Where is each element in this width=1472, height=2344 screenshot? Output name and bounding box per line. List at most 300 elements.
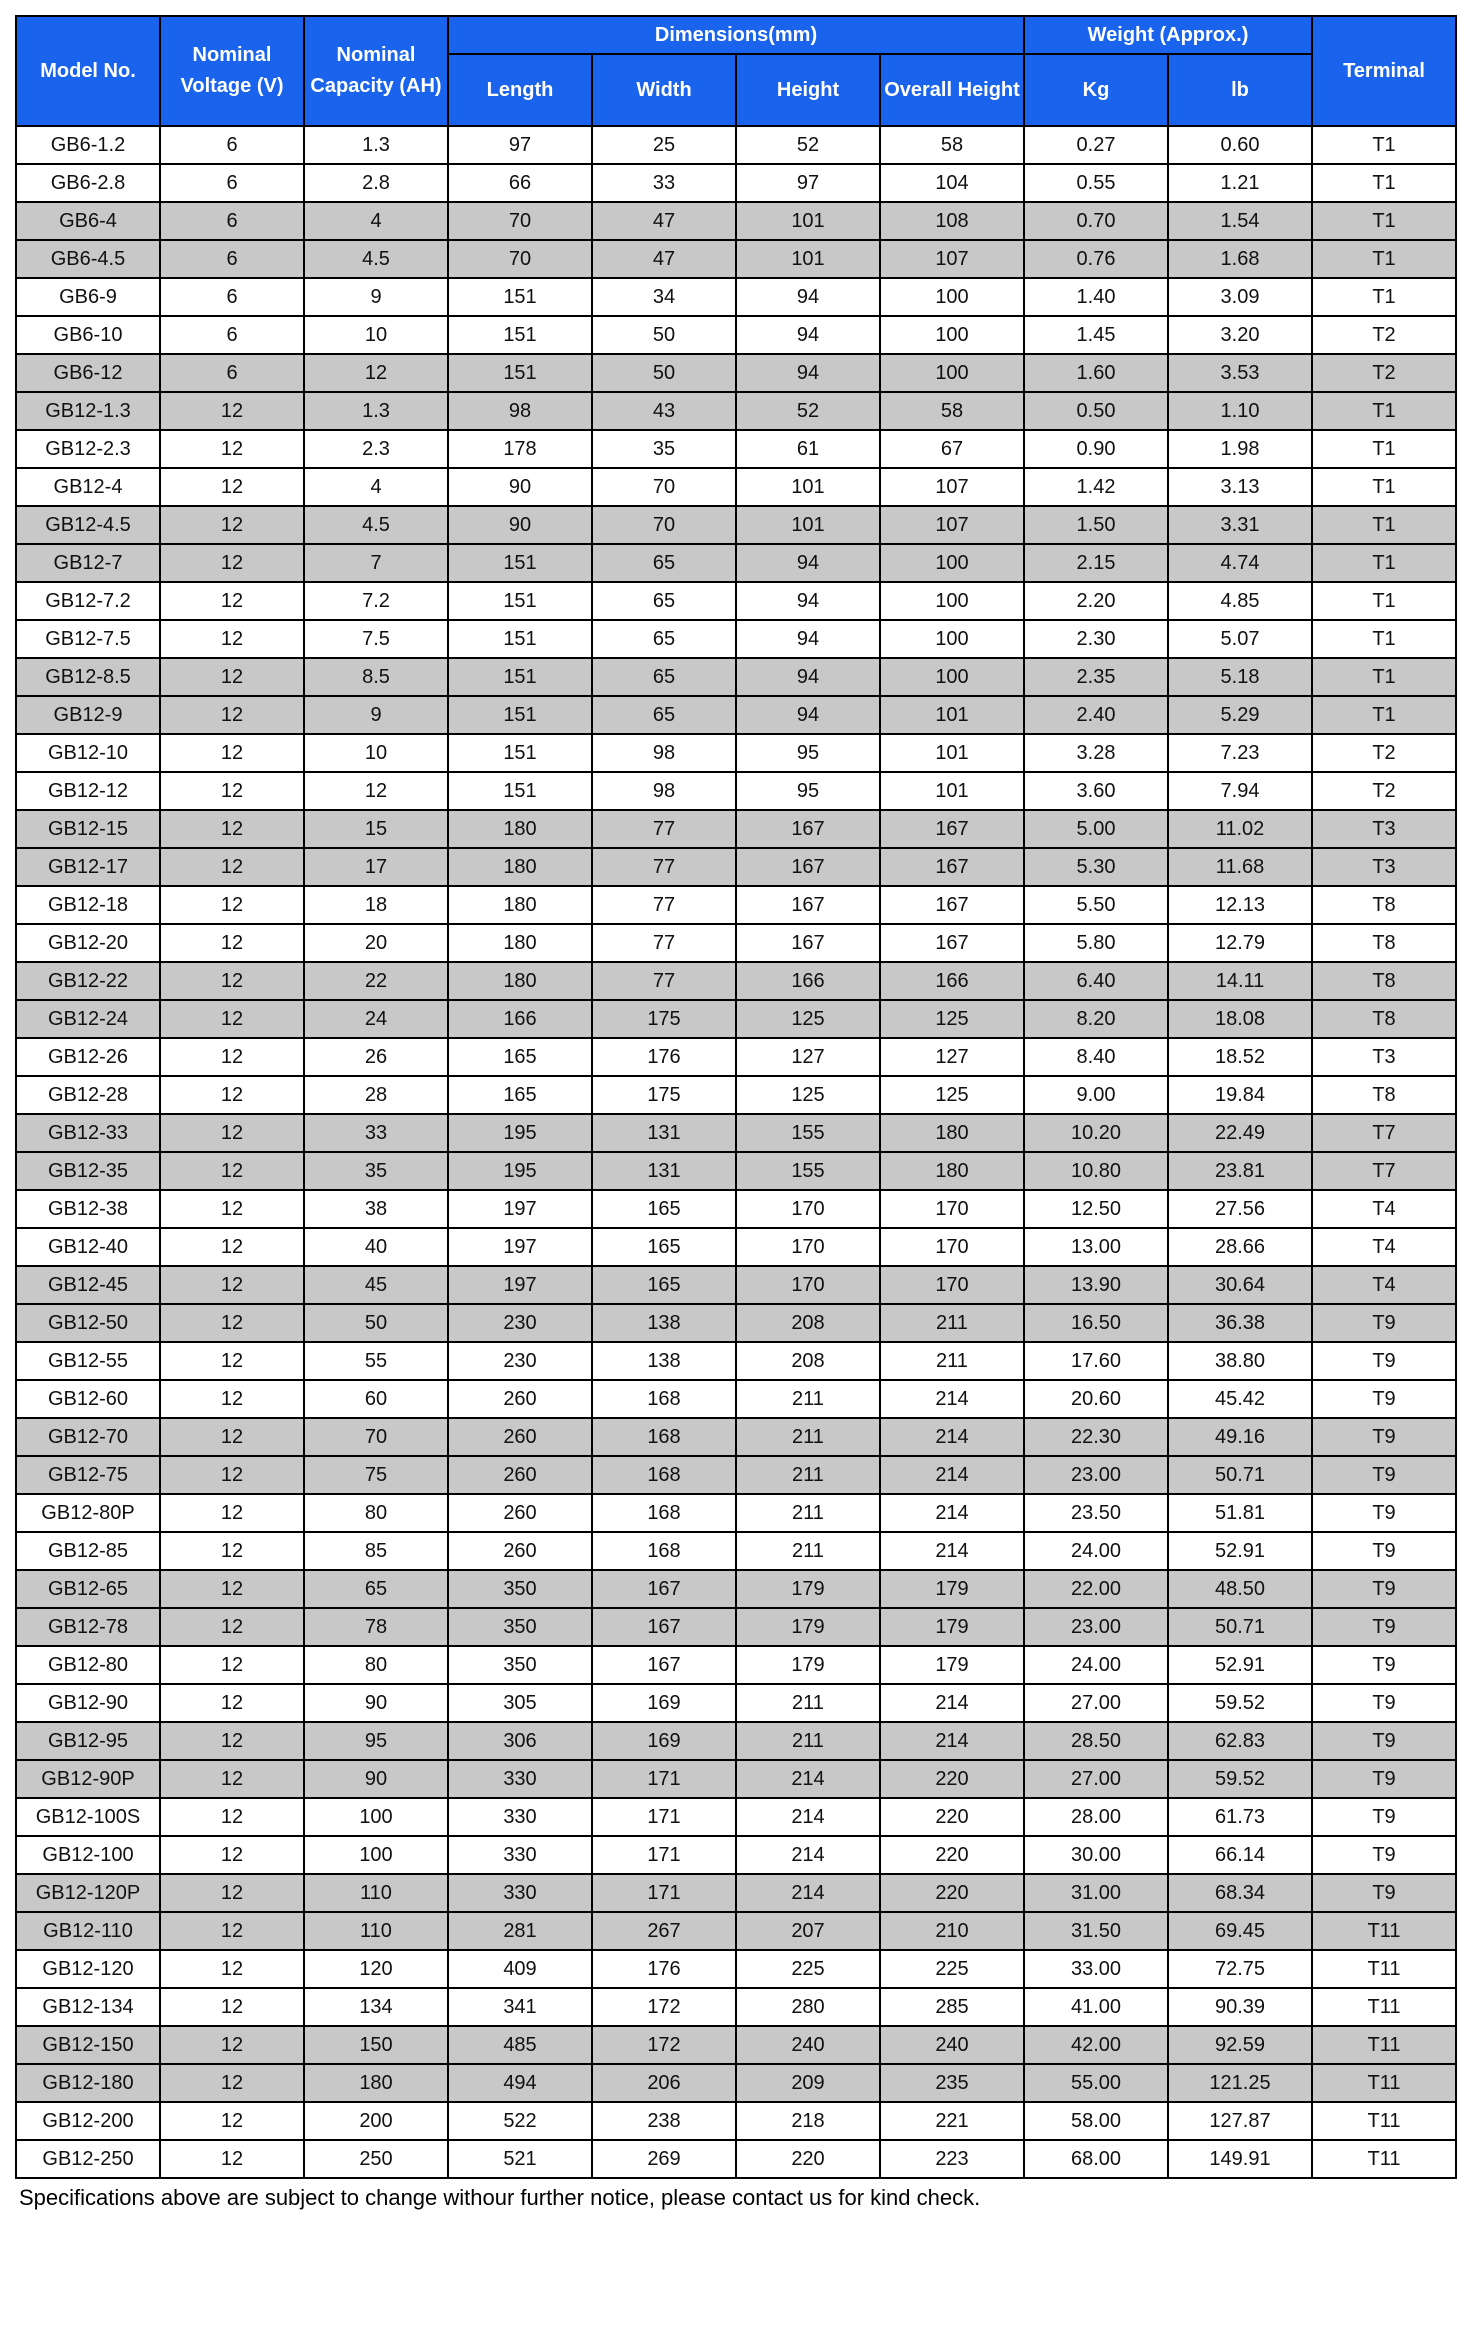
cell-terminal: T3 <box>1312 848 1456 886</box>
cell-length: 260 <box>448 1380 592 1418</box>
cell-length: 350 <box>448 1646 592 1684</box>
cell-terminal: T8 <box>1312 886 1456 924</box>
cell-overall-height: 220 <box>880 1798 1024 1836</box>
cell-width: 171 <box>592 1836 736 1874</box>
cell-overall-height: 221 <box>880 2102 1024 2140</box>
cell-capacity: 10 <box>304 316 448 354</box>
cell-kg: 2.40 <box>1024 696 1168 734</box>
cell-overall-height: 285 <box>880 1988 1024 2026</box>
cell-length: 151 <box>448 544 592 582</box>
cell-capacity: 85 <box>304 1532 448 1570</box>
cell-height: 218 <box>736 2102 880 2140</box>
cell-height: 61 <box>736 430 880 468</box>
cell-height: 211 <box>736 1456 880 1494</box>
cell-kg: 17.60 <box>1024 1342 1168 1380</box>
cell-length: 197 <box>448 1266 592 1304</box>
cell-overall-height: 107 <box>880 240 1024 278</box>
table-row <box>16 1418 1456 1456</box>
cell-capacity: 7.5 <box>304 620 448 658</box>
cell-length: 166 <box>448 1000 592 1038</box>
cell-terminal: T1 <box>1312 582 1456 620</box>
table-row <box>16 924 1456 962</box>
cell-capacity: 4.5 <box>304 240 448 278</box>
cell-terminal: T9 <box>1312 1456 1456 1494</box>
cell-overall-height: 101 <box>880 696 1024 734</box>
cell-capacity: 26 <box>304 1038 448 1076</box>
cell-capacity: 38 <box>304 1190 448 1228</box>
cell-voltage: 12 <box>160 1304 304 1342</box>
table-row <box>16 1152 1456 1190</box>
cell-lb: 61.73 <box>1168 1798 1312 1836</box>
cell-kg: 42.00 <box>1024 2026 1168 2064</box>
cell-length: 151 <box>448 620 592 658</box>
table-row <box>16 582 1456 620</box>
cell-height: 170 <box>736 1228 880 1266</box>
cell-lb: 27.56 <box>1168 1190 1312 1228</box>
cell-overall-height: 167 <box>880 924 1024 962</box>
cell-height: 127 <box>736 1038 880 1076</box>
cell-terminal: T9 <box>1312 1380 1456 1418</box>
table-row <box>16 354 1456 392</box>
cell-kg: 2.15 <box>1024 544 1168 582</box>
cell-height: 211 <box>736 1418 880 1456</box>
cell-voltage: 6 <box>160 354 304 392</box>
cell-terminal: T9 <box>1312 1570 1456 1608</box>
table-row <box>16 696 1456 734</box>
cell-overall-height: 58 <box>880 126 1024 164</box>
cell-height: 97 <box>736 164 880 202</box>
cell-voltage: 12 <box>160 1608 304 1646</box>
cell-width: 167 <box>592 1608 736 1646</box>
cell-capacity: 4 <box>304 468 448 506</box>
cell-kg: 0.90 <box>1024 430 1168 468</box>
header-dimensions: Dimensions(mm) <box>448 16 1024 54</box>
cell-terminal: T3 <box>1312 810 1456 848</box>
cell-height: 94 <box>736 696 880 734</box>
table-row <box>16 1380 1456 1418</box>
cell-length: 260 <box>448 1418 592 1456</box>
cell-voltage: 12 <box>160 658 304 696</box>
cell-width: 169 <box>592 1722 736 1760</box>
cell-capacity: 40 <box>304 1228 448 1266</box>
cell-model: GB12-95 <box>16 1722 160 1760</box>
cell-model: GB12-24 <box>16 1000 160 1038</box>
cell-lb: 36.38 <box>1168 1304 1312 1342</box>
cell-kg: 2.30 <box>1024 620 1168 658</box>
cell-lb: 30.64 <box>1168 1266 1312 1304</box>
cell-width: 47 <box>592 202 736 240</box>
table-row <box>16 1646 1456 1684</box>
cell-height: 211 <box>736 1722 880 1760</box>
cell-kg: 10.20 <box>1024 1114 1168 1152</box>
cell-terminal: T11 <box>1312 2026 1456 2064</box>
cell-model: GB12-2.3 <box>16 430 160 468</box>
cell-width: 169 <box>592 1684 736 1722</box>
cell-kg: 5.30 <box>1024 848 1168 886</box>
cell-capacity: 50 <box>304 1304 448 1342</box>
cell-kg: 24.00 <box>1024 1646 1168 1684</box>
cell-width: 70 <box>592 506 736 544</box>
cell-voltage: 12 <box>160 392 304 430</box>
cell-terminal: T9 <box>1312 1722 1456 1760</box>
cell-overall-height: 214 <box>880 1380 1024 1418</box>
table-row <box>16 1000 1456 1038</box>
cell-lb: 1.68 <box>1168 240 1312 278</box>
cell-capacity: 80 <box>304 1646 448 1684</box>
cell-voltage: 12 <box>160 1000 304 1038</box>
cell-lb: 50.71 <box>1168 1456 1312 1494</box>
cell-lb: 1.54 <box>1168 202 1312 240</box>
cell-model: GB12-134 <box>16 1988 160 2026</box>
cell-width: 77 <box>592 924 736 962</box>
table-row <box>16 1912 1456 1950</box>
cell-model: GB12-70 <box>16 1418 160 1456</box>
cell-voltage: 12 <box>160 1798 304 1836</box>
cell-length: 180 <box>448 848 592 886</box>
cell-capacity: 22 <box>304 962 448 1000</box>
cell-overall-height: 179 <box>880 1646 1024 1684</box>
cell-voltage: 12 <box>160 772 304 810</box>
cell-voltage: 12 <box>160 2026 304 2064</box>
cell-length: 305 <box>448 1684 592 1722</box>
cell-terminal: T9 <box>1312 1494 1456 1532</box>
cell-width: 77 <box>592 962 736 1000</box>
cell-kg: 0.70 <box>1024 202 1168 240</box>
cell-kg: 3.60 <box>1024 772 1168 810</box>
cell-model: GB12-35 <box>16 1152 160 1190</box>
cell-kg: 31.50 <box>1024 1912 1168 1950</box>
table-row <box>16 658 1456 696</box>
cell-terminal: T8 <box>1312 1076 1456 1114</box>
cell-height: 179 <box>736 1570 880 1608</box>
cell-model: GB12-9 <box>16 696 160 734</box>
cell-terminal: T8 <box>1312 1000 1456 1038</box>
cell-height: 225 <box>736 1950 880 1988</box>
cell-terminal: T9 <box>1312 1798 1456 1836</box>
cell-terminal: T9 <box>1312 1874 1456 1912</box>
table-row <box>16 1114 1456 1152</box>
cell-capacity: 100 <box>304 1798 448 1836</box>
cell-lb: 127.87 <box>1168 2102 1312 2140</box>
cell-width: 65 <box>592 696 736 734</box>
cell-voltage: 12 <box>160 544 304 582</box>
cell-width: 176 <box>592 1950 736 1988</box>
cell-terminal: T1 <box>1312 164 1456 202</box>
cell-width: 176 <box>592 1038 736 1076</box>
table-row <box>16 468 1456 506</box>
cell-capacity: 75 <box>304 1456 448 1494</box>
cell-model: GB12-28 <box>16 1076 160 1114</box>
cell-length: 70 <box>448 240 592 278</box>
cell-height: 167 <box>736 886 880 924</box>
cell-lb: 48.50 <box>1168 1570 1312 1608</box>
cell-kg: 1.40 <box>1024 278 1168 316</box>
cell-terminal: T9 <box>1312 1684 1456 1722</box>
cell-width: 171 <box>592 1760 736 1798</box>
table-row <box>16 1798 1456 1836</box>
cell-voltage: 12 <box>160 810 304 848</box>
cell-length: 151 <box>448 696 592 734</box>
cell-capacity: 55 <box>304 1342 448 1380</box>
cell-voltage: 6 <box>160 164 304 202</box>
cell-capacity: 18 <box>304 886 448 924</box>
cell-height: 179 <box>736 1608 880 1646</box>
cell-voltage: 12 <box>160 506 304 544</box>
cell-terminal: T9 <box>1312 1760 1456 1798</box>
cell-capacity: 17 <box>304 848 448 886</box>
cell-lb: 7.94 <box>1168 772 1312 810</box>
cell-lb: 38.80 <box>1168 1342 1312 1380</box>
cell-lb: 18.52 <box>1168 1038 1312 1076</box>
cell-height: 211 <box>736 1532 880 1570</box>
cell-model: GB12-1.3 <box>16 392 160 430</box>
cell-voltage: 6 <box>160 202 304 240</box>
cell-capacity: 7 <box>304 544 448 582</box>
cell-voltage: 12 <box>160 1266 304 1304</box>
table-row <box>16 1456 1456 1494</box>
cell-terminal: T8 <box>1312 924 1456 962</box>
cell-overall-height: 179 <box>880 1570 1024 1608</box>
cell-width: 165 <box>592 1266 736 1304</box>
header-voltage: Nominal Voltage (V) <box>160 16 304 126</box>
cell-width: 47 <box>592 240 736 278</box>
cell-width: 65 <box>592 658 736 696</box>
cell-model: GB12-60 <box>16 1380 160 1418</box>
cell-kg: 0.76 <box>1024 240 1168 278</box>
cell-capacity: 20 <box>304 924 448 962</box>
cell-model: GB12-80P <box>16 1494 160 1532</box>
cell-width: 175 <box>592 1000 736 1038</box>
cell-model: GB12-50 <box>16 1304 160 1342</box>
cell-capacity: 200 <box>304 2102 448 2140</box>
cell-capacity: 60 <box>304 1380 448 1418</box>
cell-capacity: 12 <box>304 772 448 810</box>
cell-length: 330 <box>448 1760 592 1798</box>
cell-lb: 1.98 <box>1168 430 1312 468</box>
cell-voltage: 12 <box>160 1038 304 1076</box>
cell-height: 167 <box>736 810 880 848</box>
cell-capacity: 24 <box>304 1000 448 1038</box>
cell-capacity: 250 <box>304 2140 448 2178</box>
cell-kg: 22.00 <box>1024 1570 1168 1608</box>
cell-terminal: T9 <box>1312 1532 1456 1570</box>
cell-kg: 41.00 <box>1024 1988 1168 2026</box>
cell-terminal: T1 <box>1312 240 1456 278</box>
cell-model: GB12-7 <box>16 544 160 582</box>
cell-overall-height: 214 <box>880 1532 1024 1570</box>
cell-kg: 20.60 <box>1024 1380 1168 1418</box>
cell-width: 77 <box>592 810 736 848</box>
cell-height: 220 <box>736 2140 880 2178</box>
cell-lb: 3.20 <box>1168 316 1312 354</box>
cell-terminal: T2 <box>1312 734 1456 772</box>
cell-width: 131 <box>592 1152 736 1190</box>
cell-model: GB12-7.5 <box>16 620 160 658</box>
cell-lb: 4.74 <box>1168 544 1312 582</box>
cell-kg: 8.40 <box>1024 1038 1168 1076</box>
cell-capacity: 28 <box>304 1076 448 1114</box>
cell-width: 267 <box>592 1912 736 1950</box>
cell-lb: 49.16 <box>1168 1418 1312 1456</box>
cell-model: GB12-10 <box>16 734 160 772</box>
cell-kg: 33.00 <box>1024 1950 1168 1988</box>
cell-length: 151 <box>448 658 592 696</box>
cell-height: 208 <box>736 1304 880 1342</box>
cell-kg: 1.60 <box>1024 354 1168 392</box>
cell-voltage: 12 <box>160 1456 304 1494</box>
cell-terminal: T9 <box>1312 1608 1456 1646</box>
cell-model: GB6-4 <box>16 202 160 240</box>
cell-width: 269 <box>592 2140 736 2178</box>
cell-model: GB6-2.8 <box>16 164 160 202</box>
header-terminal: Terminal <box>1312 16 1456 126</box>
cell-length: 230 <box>448 1304 592 1342</box>
cell-voltage: 12 <box>160 1912 304 1950</box>
cell-lb: 3.53 <box>1168 354 1312 392</box>
cell-model: GB12-8.5 <box>16 658 160 696</box>
cell-overall-height: 214 <box>880 1456 1024 1494</box>
cell-overall-height: 100 <box>880 316 1024 354</box>
cell-capacity: 9 <box>304 278 448 316</box>
cell-width: 77 <box>592 886 736 924</box>
cell-voltage: 12 <box>160 1190 304 1228</box>
cell-overall-height: 214 <box>880 1684 1024 1722</box>
battery-spec-table <box>15 15 1457 2179</box>
header-model: Model No. <box>16 16 160 126</box>
cell-model: GB12-55 <box>16 1342 160 1380</box>
cell-length: 260 <box>448 1532 592 1570</box>
cell-height: 179 <box>736 1646 880 1684</box>
cell-height: 95 <box>736 734 880 772</box>
cell-model: GB12-90 <box>16 1684 160 1722</box>
cell-width: 34 <box>592 278 736 316</box>
cell-height: 280 <box>736 1988 880 2026</box>
cell-lb: 92.59 <box>1168 2026 1312 2064</box>
cell-width: 206 <box>592 2064 736 2102</box>
table-row <box>16 1874 1456 1912</box>
cell-voltage: 12 <box>160 1646 304 1684</box>
cell-overall-height: 104 <box>880 164 1024 202</box>
cell-model: GB6-1.2 <box>16 126 160 164</box>
cell-terminal: T3 <box>1312 1038 1456 1076</box>
cell-height: 101 <box>736 202 880 240</box>
cell-capacity: 4 <box>304 202 448 240</box>
cell-lb: 3.13 <box>1168 468 1312 506</box>
cell-lb: 1.10 <box>1168 392 1312 430</box>
cell-kg: 55.00 <box>1024 2064 1168 2102</box>
cell-kg: 5.00 <box>1024 810 1168 848</box>
cell-width: 168 <box>592 1494 736 1532</box>
cell-overall-height: 167 <box>880 848 1024 886</box>
cell-overall-height: 100 <box>880 620 1024 658</box>
table-row <box>16 430 1456 468</box>
cell-overall-height: 220 <box>880 1760 1024 1798</box>
cell-lb: 149.91 <box>1168 2140 1312 2178</box>
cell-voltage: 12 <box>160 2140 304 2178</box>
cell-length: 90 <box>448 468 592 506</box>
cell-width: 138 <box>592 1342 736 1380</box>
cell-terminal: T9 <box>1312 1304 1456 1342</box>
cell-terminal: T4 <box>1312 1266 1456 1304</box>
cell-voltage: 12 <box>160 924 304 962</box>
table-row <box>16 886 1456 924</box>
header-lb: lb <box>1168 54 1312 126</box>
cell-width: 172 <box>592 2026 736 2064</box>
table-row <box>16 1608 1456 1646</box>
cell-height: 208 <box>736 1342 880 1380</box>
cell-model: GB12-75 <box>16 1456 160 1494</box>
cell-kg: 1.45 <box>1024 316 1168 354</box>
cell-length: 330 <box>448 1836 592 1874</box>
cell-terminal: T1 <box>1312 506 1456 544</box>
cell-capacity: 78 <box>304 1608 448 1646</box>
cell-kg: 24.00 <box>1024 1532 1168 1570</box>
cell-capacity: 2.8 <box>304 164 448 202</box>
cell-kg: 1.50 <box>1024 506 1168 544</box>
cell-kg: 8.20 <box>1024 1000 1168 1038</box>
cell-height: 214 <box>736 1760 880 1798</box>
cell-overall-height: 58 <box>880 392 1024 430</box>
cell-model: GB6-9 <box>16 278 160 316</box>
cell-voltage: 12 <box>160 620 304 658</box>
cell-overall-height: 179 <box>880 1608 1024 1646</box>
cell-width: 43 <box>592 392 736 430</box>
cell-lb: 59.52 <box>1168 1684 1312 1722</box>
cell-kg: 16.50 <box>1024 1304 1168 1342</box>
cell-width: 167 <box>592 1570 736 1608</box>
cell-kg: 2.35 <box>1024 658 1168 696</box>
cell-length: 281 <box>448 1912 592 1950</box>
cell-model: GB12-33 <box>16 1114 160 1152</box>
cell-terminal: T9 <box>1312 1418 1456 1456</box>
cell-length: 180 <box>448 962 592 1000</box>
cell-voltage: 6 <box>160 316 304 354</box>
cell-lb: 90.39 <box>1168 1988 1312 2026</box>
cell-terminal: T1 <box>1312 468 1456 506</box>
cell-width: 172 <box>592 1988 736 2026</box>
cell-length: 341 <box>448 1988 592 2026</box>
cell-lb: 23.81 <box>1168 1152 1312 1190</box>
cell-voltage: 12 <box>160 734 304 772</box>
cell-capacity: 4.5 <box>304 506 448 544</box>
cell-length: 521 <box>448 2140 592 2178</box>
cell-length: 180 <box>448 924 592 962</box>
cell-width: 33 <box>592 164 736 202</box>
cell-width: 98 <box>592 734 736 772</box>
header-height: Height <box>736 54 880 126</box>
cell-terminal: T1 <box>1312 620 1456 658</box>
cell-lb: 12.13 <box>1168 886 1312 924</box>
spec-sheet <box>15 15 1455 2211</box>
cell-terminal: T1 <box>1312 202 1456 240</box>
table-row <box>16 1342 1456 1380</box>
cell-lb: 28.66 <box>1168 1228 1312 1266</box>
cell-overall-height: 180 <box>880 1114 1024 1152</box>
cell-overall-height: 100 <box>880 544 1024 582</box>
cell-overall-height: 225 <box>880 1950 1024 1988</box>
cell-model: GB12-4.5 <box>16 506 160 544</box>
cell-overall-height: 167 <box>880 810 1024 848</box>
cell-terminal: T11 <box>1312 2102 1456 2140</box>
cell-width: 175 <box>592 1076 736 1114</box>
cell-length: 90 <box>448 506 592 544</box>
cell-width: 98 <box>592 772 736 810</box>
cell-terminal: T2 <box>1312 772 1456 810</box>
cell-height: 94 <box>736 354 880 392</box>
table-row <box>16 1836 1456 1874</box>
cell-width: 35 <box>592 430 736 468</box>
table-row <box>16 962 1456 1000</box>
